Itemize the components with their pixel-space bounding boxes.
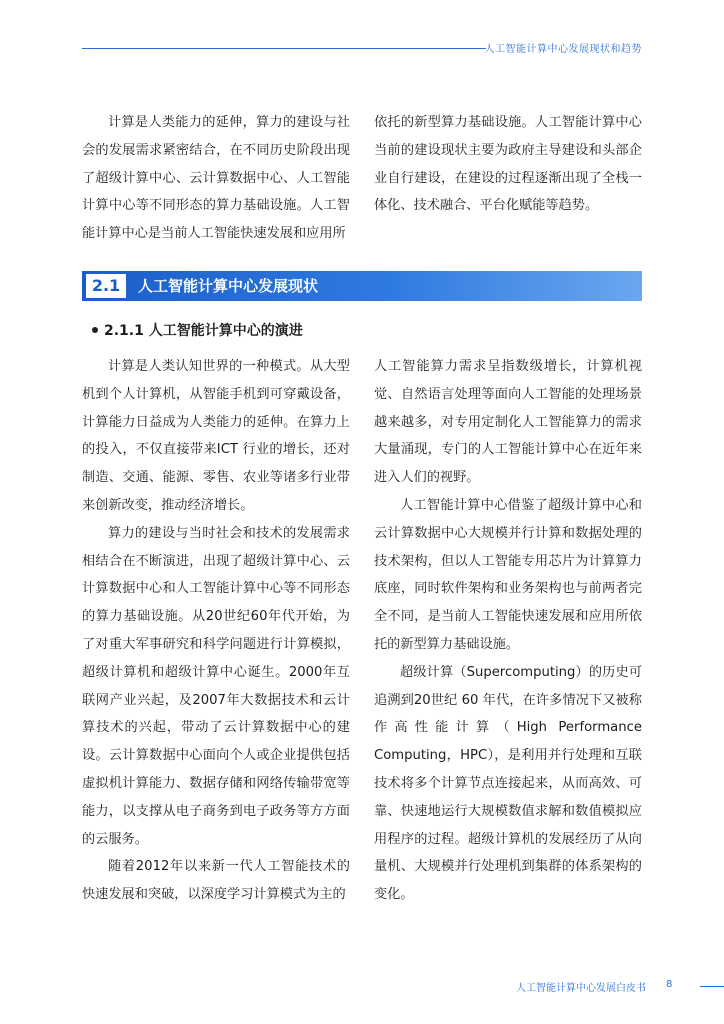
intro-right-column <box>374 109 642 220</box>
footer-rule <box>700 986 724 987</box>
section-heading-bar <box>82 271 642 301</box>
running-footer: 人工智能计算中心发展白皮书 <box>516 983 646 994</box>
subsection-heading <box>92 320 303 340</box>
body-paragraph: 超级计算（Supercomputing）的历史可追溯到20世纪 60 年代，在许多情况下又被称作高性能计算（High Performance Computing，HPC），是利用并行处理和互联技术将多个计算节点连接起来，从而高效、可靠、快速地运行大规模数值求解和数值模拟应用程序的过程。超级计算机的发展经历了从向量机、大规模并行处理机到集群的体系架构的变化。 <box>374 664 642 903</box>
intro-paragraph-right: 依托的新型算力基础设施。人工智能计算中心当前的建设现状主要为政府主导建设和头部企业自行建设，在建设的过程逐渐出现了全栈一体化、技术融合、平台化赋能等趋势。 <box>374 115 642 214</box>
body-paragraph: 人工智能算力需求呈指数级增长，计算机视觉、自然语言处理等面向人工智能的处理场景越来越多，对专用定制化人工智能算力的需求大量涌现，专门的人工智能计算中心在近年来进入人们的视野。 <box>374 359 642 486</box>
header-rule <box>82 48 486 49</box>
body-left-column <box>82 353 350 909</box>
body-paragraph: 随着2012年以来新一代人工智能技术的快速发展和突破，以深度学习计算模式为主的 <box>82 859 350 903</box>
bullet-icon <box>92 327 98 333</box>
section-number: 2.1 <box>86 274 126 298</box>
section-title: 人工智能计算中心发展现状 <box>138 277 319 295</box>
body-right-column <box>374 353 642 909</box>
subsection-title: 2.1.1 人工智能计算中心的演进 <box>104 323 303 339</box>
body-paragraph: 算力的建设与当时社会和技术的发展需求相结合在不断演进，出现了超级计算中心、云计算数据中心和人工智能计算中心等不同形态的算力基础设施。从20世纪60年代开始，为了对重大军事研究和科学问题进行计算模拟，超级计算机和超级计算中心诞生。2000年互联网产业兴起，及2007年大数据技术和云计算技术的兴起，带动了云计算数据中心的建设。云计算数据中心面向个人或企业提供包括虚拟机计算能力、数据存储和网络传输带宽等能力，以支撑从电子商务到电子政务等方方面的云服务。 <box>82 525 350 847</box>
intro-paragraph-left: 计算是人类能力的延伸，算力的建设与社会的发展需求紧密结合，在不同历史阶段出现了超级计算中心、云计算数据中心、人工智能计算中心等不同形态的算力基础设施。人工智能计算中心是当前人工智能快速发展和应用所 <box>82 115 350 242</box>
body-paragraph: 人工智能计算中心借鉴了超级计算中心和云计算数据中心大规模并行计算和数据处理的技术架构，但以人工智能专用芯片为计算算力底座，同时软件架构和业务架构也与前两者完全不同，是当前人工智能快速发展和应用所依托的新型算力基础设施。 <box>374 497 642 652</box>
running-header: 人工智能计算中心发展现状和趋势 <box>484 44 642 55</box>
intro-left-column <box>82 109 350 248</box>
page-number: 8 <box>666 979 673 990</box>
body-paragraph: 计算是人类认知世界的一种模式。从大型机到个人计算机，从智能手机到可穿戴设备，计算能力日益成为人类能力的延伸。在算力上的投入，不仅直接带来ICT 行业的增长，还对制造、交通、能源、零售、农业等诸多行业带来创新改变，推动经济增长。 <box>82 359 350 513</box>
